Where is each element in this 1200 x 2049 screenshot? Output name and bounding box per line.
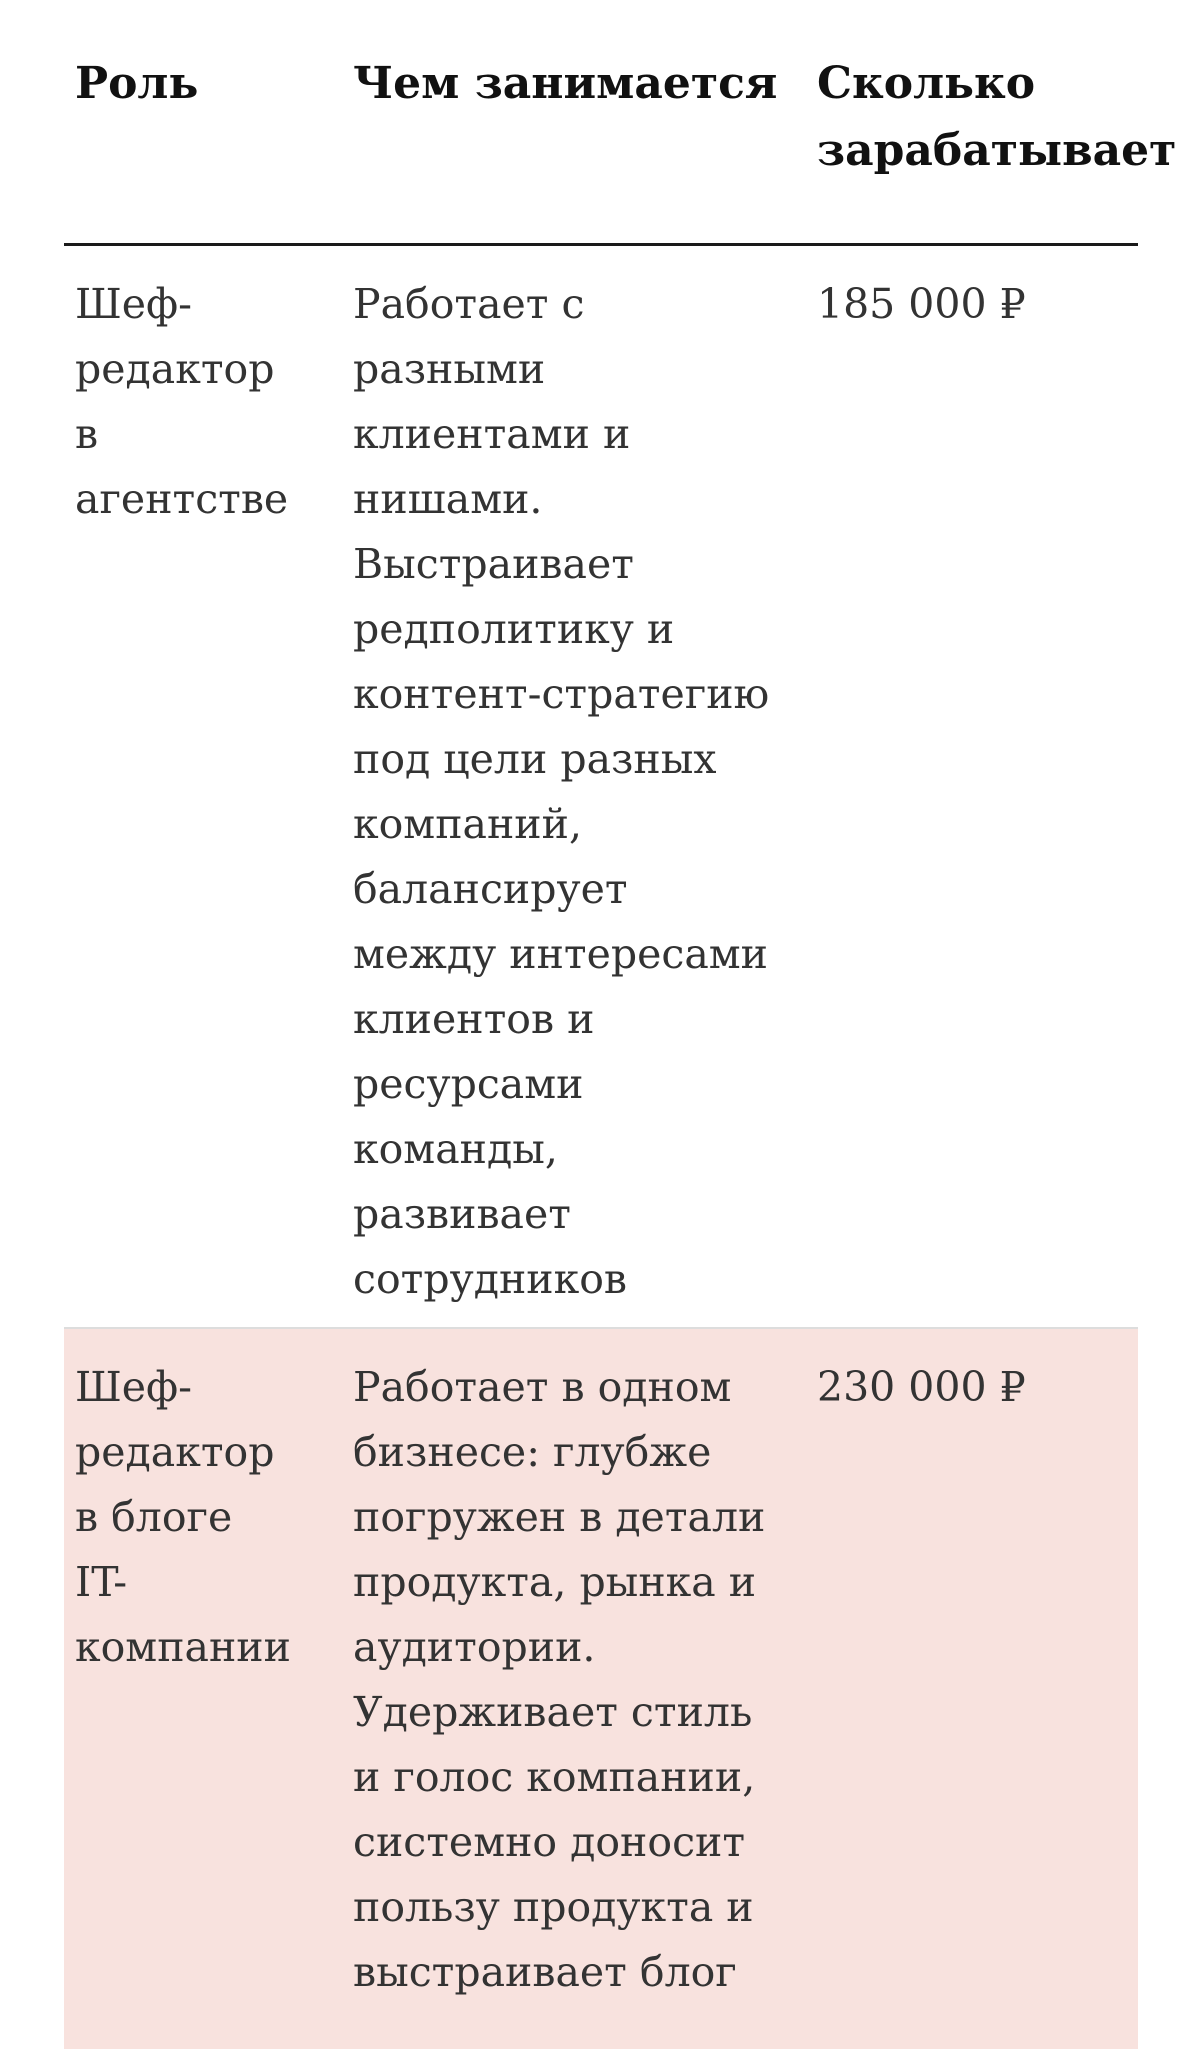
description-line: редполитику и [353,605,675,653]
salary-table [64,0,1177,2049]
salary-value: 230 000 ₽ [817,1363,1026,1411]
description-line: выстраивает блог [353,1948,737,1996]
description-line: сотрудников [353,1255,627,1303]
role-line: агентстве [75,475,289,523]
description-line: Работает с [353,280,585,328]
description-line: между интересами [353,930,769,978]
role-line: Шеф- [75,280,192,328]
description-line: аудитории. [353,1623,596,1671]
role-cell [75,1355,291,1680]
role-line: IT- [75,1558,128,1606]
description-line: и голос компании, [353,1753,756,1801]
description-cell [353,1355,765,2005]
role-line: в [75,410,99,458]
header-role [75,50,198,117]
description-line: контент-стратегию [353,670,770,718]
description-line: под цели разных [353,735,717,783]
description-line: клиентами и [353,410,631,458]
role-line: редактор [75,1428,275,1476]
header-description [353,50,777,117]
header-salary-line: зарабатывает [817,125,1177,176]
header-role-line: Роль [75,58,199,109]
table-row-highlighted [64,1329,1138,2049]
description-line: команды, [353,1125,558,1173]
salary-cell [817,1355,1026,1420]
description-line: Работает в одном [353,1363,732,1411]
description-line: Выстраивает [353,540,634,588]
description-line: развивает [353,1190,571,1238]
description-line: ресурсами [353,1060,584,1108]
header-salary [817,50,1176,184]
header-salary-line: Сколько [817,58,1036,109]
description-line: бизнесе: глубже [353,1428,712,1476]
role-line: компании [75,1623,291,1671]
description-line: системно доносит [353,1818,746,1866]
table-header [64,0,1177,246]
salary-cell [817,272,1026,337]
salary-value: 185 000 ₽ [817,280,1026,328]
description-line: пользу продукта и [353,1883,754,1931]
role-line: Шеф- [75,1363,192,1411]
description-line: клиентов и [353,995,595,1043]
description-line: нишами. [353,475,543,523]
description-line: компаний, [353,800,582,848]
description-line: продукта, рынка и [353,1558,757,1606]
role-cell [75,272,288,532]
description-cell [353,272,769,1312]
header-description-line: Чем занимается [353,58,778,109]
description-line: балансирует [353,865,628,913]
description-line: разными [353,345,546,393]
role-line: в блоге [75,1493,233,1541]
role-line: редактор [75,345,275,393]
description-line: погружен в детали [353,1493,766,1541]
table-row [64,246,1138,1329]
description-line: Удерживает стиль [353,1688,753,1736]
